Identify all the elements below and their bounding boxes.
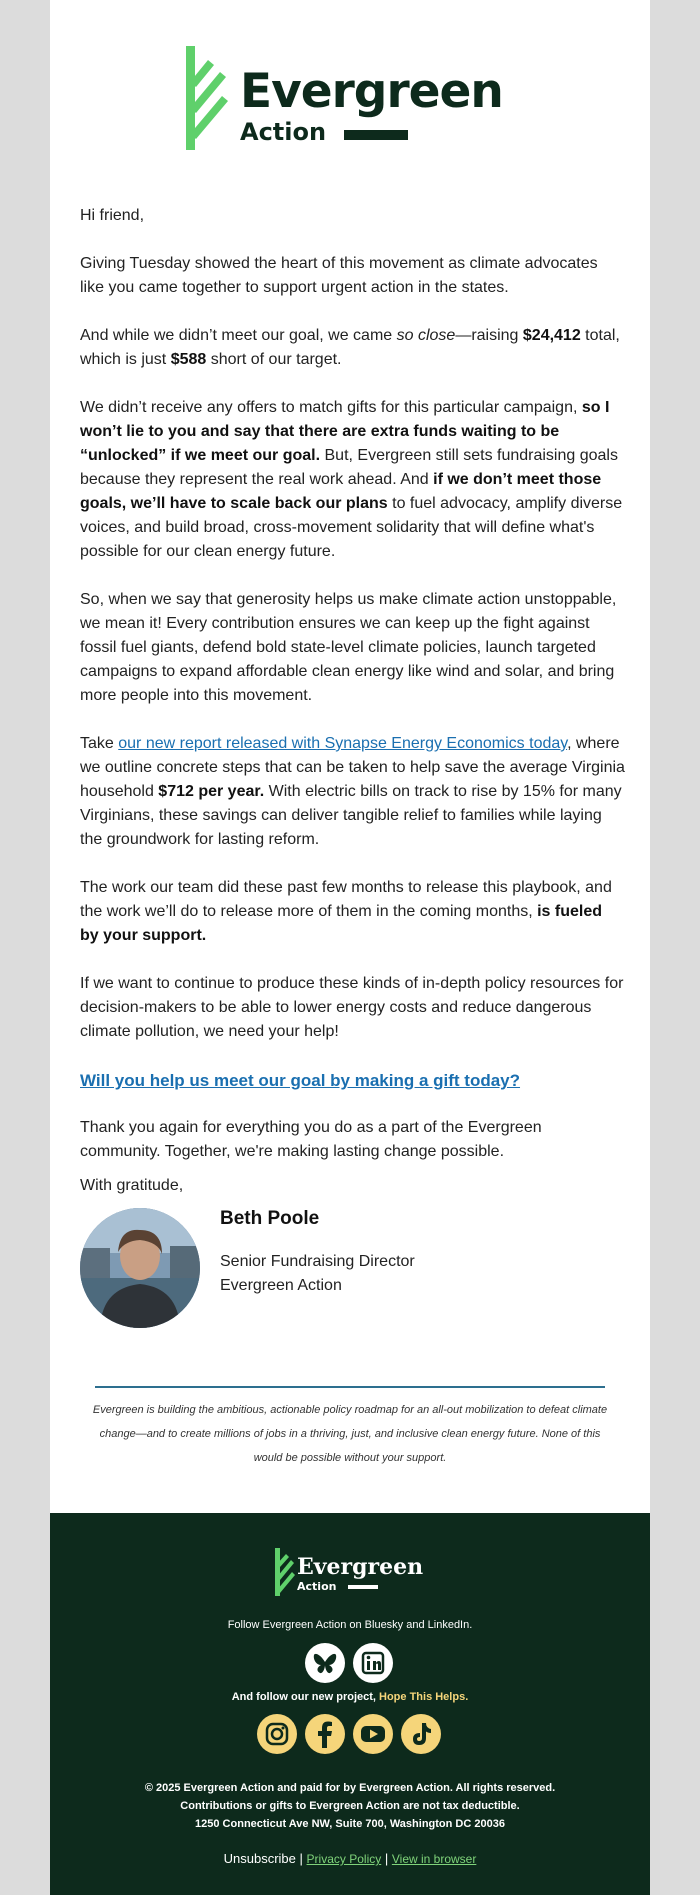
footer-logo-word-action: Action [297,1580,337,1593]
email-card [50,0,650,1513]
project-text: And follow our new project, Hope This Helps. [231,1691,469,1703]
signature-org: Evergreen Action [220,1277,342,1294]
evergreen-tree-icon [275,1548,297,1598]
youtube-icon[interactable] [353,1714,393,1754]
bluesky-icon[interactable] [305,1643,345,1683]
privacy-policy-link[interactable]: Privacy Policy [306,1852,382,1866]
separator: | [384,1851,389,1866]
greeting: Hi friend, [80,207,145,224]
footer [50,1513,650,1895]
follow-text: Follow Evergreen Action on Bluesky and LinkedIn. [227,1619,473,1631]
evergreen-tree-icon [186,46,236,152]
paragraph-6: The work our team did these past few months to release this playbook, and the work we’ll do to release more of them in the coming months, is fueled by your support. [80,879,612,944]
footer-logo-word-evergreen: Evergreen [297,1554,424,1580]
footer-logo[interactable] [275,1548,425,1598]
paragraph-2: And while we didn’t meet our goal, we came so close—raising $24,412 total, which is just $588 short of our target. [80,327,620,368]
paragraph-3: We didn’t receive any offers to match gifts for this particular campaign, so I won’t lie to you and say that there are extra funds waiting to be “unlocked” if we meet our goal. But, Evergreen still sets fundraising goals because they represent the real work ahead. And if we don’t meet those goals, we’ll have to scale back our plans to fuel advocacy, amplify diverse voices, and build broad, cross-movement solidarity that will define what's possible for our clean energy future. [80,399,623,560]
address: 1250 Connecticut Ave NW, Suite 700, Washington DC 20036 [195,1818,505,1830]
tax-note: Contributions or gifts to Evergreen Action are not tax deductible. [180,1800,520,1812]
logo-underline [344,130,408,140]
project-name-link[interactable]: Hope This Helps. [379,1691,469,1703]
logo-word-evergreen: Evergreen [240,64,503,119]
signature-title: Senior Fundraising Director [220,1253,415,1270]
legal-block [50,1779,650,1833]
paragraph-1: Giving Tuesday showed the heart of this movement as climate advocates like you came together to support urgent action in the states. [80,255,598,296]
view-in-browser-link[interactable]: View in browser [391,1852,477,1866]
closing: With gratitude, [80,1177,184,1194]
report-link[interactable]: our new report released with Synapse Energy Economics today [118,735,568,752]
signature-name: Beth Poole [220,1208,320,1229]
separator: | [299,1851,303,1866]
footer-links [50,1851,650,1866]
facebook-icon[interactable] [305,1714,345,1754]
linkedin-icon[interactable] [353,1643,393,1683]
instagram-icon[interactable] [257,1714,297,1754]
paragraph-7: If we want to continue to produce these kinds of in-depth policy resources for decision-makers to be able to lower energy costs and reduce dangerous climate pollution, we need your help! [80,975,624,1040]
paragraph-5: Take our new report released with Synapse Energy Economics today, where we outline concrete steps that can be taken to help save the average Virginia household $712 per year. With electric bills on track to rise by 15% for many Virginians, these savings can deliver tangible relief to families while laying the groundwork for lasting reform. [80,735,625,848]
copyright: © 2025 Evergreen Action and paid for by Evergreen Action. All rights reserved. [144,1782,556,1794]
logo-word-action: Action [240,118,327,146]
avatar [80,1208,200,1328]
mission-footnote: Evergreen is building the ambitious, actionable policy roadmap for an all-out mobilization to defeat climate change—and to create millions of jobs in a thriving, just, and inclusive clean energy future. None of this would be possible without your support. [92,1404,608,1464]
paragraph-4: So, when we say that generosity helps us make climate action unstoppable, we mean it! Every contribution ensures we can keep up the fight against fossil fuel giants, defend bold state-level climate policies, launch targeted campaigns to expand affordable clean energy like wind and solar, and bring more people into this movement. [80,591,617,704]
evergreen-logo[interactable] [186,46,526,152]
divider [95,1386,605,1388]
paragraph-8: Thank you again for everything you do as a part of the Evergreen community. Together, we're making lasting change possible. [80,1119,542,1160]
donate-cta-link[interactable]: Will you help us meet our goal by making a gift today? [80,1071,521,1090]
signature-title-block [220,1250,415,1298]
footer-logo-underline [348,1585,378,1589]
tiktok-icon[interactable] [401,1714,441,1754]
unsubscribe-link[interactable]: Unsubscribe [223,1851,296,1866]
